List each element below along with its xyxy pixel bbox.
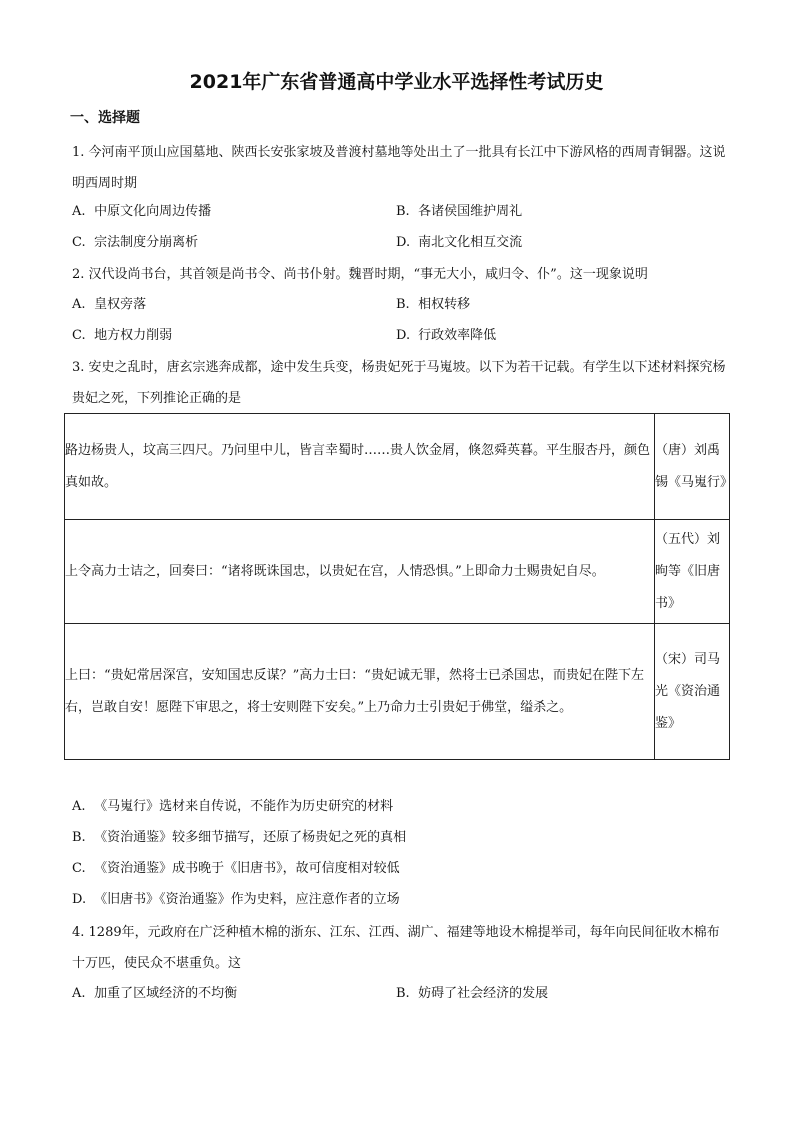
option-key: B. [396,204,410,219]
exam-title: 2021年广东省普通高中学业水平选择性考试历史 [189,71,604,93]
question-4-option-a [72,984,237,1004]
option-key: A. [72,297,86,312]
question-2-option-b [396,295,470,315]
source-row [65,624,730,760]
source-table [64,413,734,760]
question-1-stem: 1. 今河南平顶山应国墓地、陕西长安张家坡及普渡村墓地等处出土了一批具有长江中下游风格的西周青铜器。这说明西周时期 [72,145,726,191]
option-text: 各诸侯国维护周礼 [418,204,523,219]
option-key: D. [396,328,411,343]
option-key: A. [72,986,86,1001]
option-key: D. [396,235,411,250]
option-key: B. [72,830,86,845]
option-key: D. [72,892,87,907]
option-key: C. [72,235,86,250]
option-text: 地方权力削弱 [94,328,173,343]
option-text: 皇权旁落 [94,297,147,312]
option-text: 加重了区域经济的不均衡 [94,986,238,1001]
question-1-option-a [72,202,211,222]
question-1-option-c [72,233,198,253]
option-text: 妨碍了社会经济的发展 [418,986,549,1001]
source-excerpt: 上曰：“贵妃常居深宫，安知国忠反谋？”高力士曰：“贵妃诚无罪，然将士已杀国忠，而贵妃在陛下左右，岂敢自安！愿陛下审思之，将士安则陛下安矣。”上乃命力士引贵妃于佛堂，缢杀之。 [65,624,655,760]
question-3-option-d [72,890,400,910]
option-key: A. [72,799,86,814]
question-2-option-a [72,295,146,315]
option-text: 行政效率降低 [418,328,497,343]
option-text: 《资治通鉴》成书晚于《旧唐书》，故可信度相对较低 [94,861,400,876]
section-heading: 一、选择题 [70,110,140,126]
option-text: 南北文化相互交流 [418,235,523,250]
question-2-option-c [72,326,172,346]
option-key: C. [72,328,86,343]
option-text: 《旧唐书》《资治通鉴》作为史料，应注意作者的立场 [94,892,400,907]
option-key: C. [72,861,86,876]
question-4-stem: 4. 1289年，元政府在广泛种植木棉的浙东、江东、江西、湖广、福建等地设木棉提举司，每年向民间征收木棉布十万匹，使民众不堪重负。这 [72,925,720,971]
question-2-option-d [396,326,496,346]
question-3-option-a [72,797,393,817]
question-4-option-b [396,984,548,1004]
source-excerpt: 上令高力士诘之，回奏曰：“诸将既诛国忠，以贵妃在宫，人情恐惧。”上即命力士赐贵妃自尽。 [65,520,655,624]
source-excerpt: 路边杨贵人，坟高三四尺。乃问里中儿，皆言幸蜀时……贵人饮金屑，倏忽舜英暮。平生服杏丹，颜色真如故。 [65,414,655,520]
source-citation: （宋）司马光《资治通鉴》 [655,624,730,760]
source-row [65,520,730,624]
option-key: A. [72,204,86,219]
question-1-option-b [396,202,522,222]
option-text: 宗法制度分崩离析 [94,235,199,250]
option-key: B. [396,297,410,312]
source-citation: （五代）刘昫等《旧唐书》 [655,520,730,624]
option-text: 《马嵬行》选材来自传说，不能作为历史研究的材料 [94,799,394,814]
question-1-option-d [396,233,522,253]
question-2-stem: 2. 汉代设尚书台，其首领是尚书令、尚书仆射。魏晋时期，“事无大小，咸归令、仆”。这一现象说明 [72,267,648,282]
question-3-option-c [72,859,400,879]
question-3-stem: 3. 安史之乱时，唐玄宗逃奔成都，途中发生兵变，杨贵妃死于马嵬坡。以下为若干记载。有学生以下述材料探究杨贵妃之死，下列推论正确的是 [72,360,726,406]
source-citation: （唐）刘禹锡《马嵬行》 [655,414,730,520]
option-key: B. [396,986,410,1001]
option-text: 相权转移 [418,297,471,312]
source-row [65,414,730,520]
option-text: 《资治通鉴》较多细节描写，还原了杨贵妃之死的真相 [94,830,407,845]
question-3-option-b [72,828,406,848]
option-text: 中原文化向周边传播 [94,204,212,219]
